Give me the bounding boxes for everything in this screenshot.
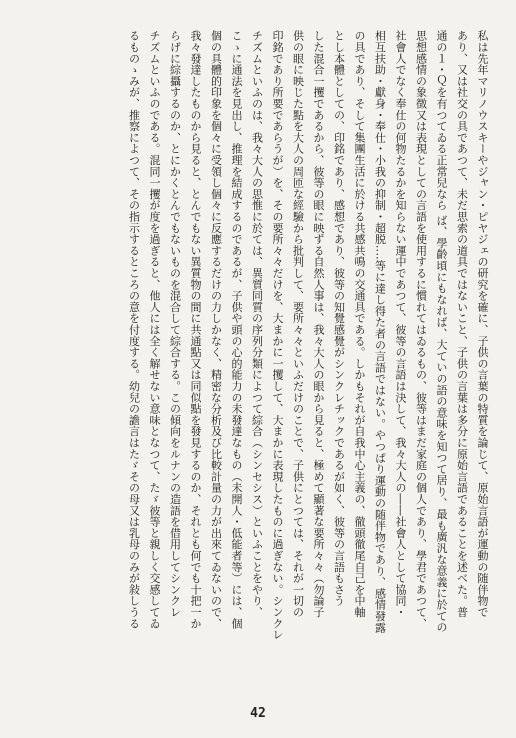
text-column: した混合一攫であるから、彼等の眼に映ずる自然人事は、我々大人の眼から見ると、極めて顯著な要所々々（勿論子 bbox=[312, 30, 325, 618]
text-column: あり、又は社交の具であつて、未だ思索の道具ではないこと、子供の言葉は多分に原始言語であることを述べた。普 bbox=[455, 30, 469, 618]
text-column: るものゝみが、推察によつて、その指示するところの意を付度する。幼兒の譫言はたゞその母又は乳母のみが敍しうる bbox=[127, 30, 141, 629]
page-number: 42 bbox=[250, 706, 266, 721]
text-column: 我々發達したものから見ると、とんでもない異質物の間に共通點又は同似點を發見するのか、それとも何でも十把一か bbox=[189, 30, 202, 629]
text-column: 思想感情の象徴又は表現としての言語を使用するに慣れてはゐるもの、彼等はまだ家庭の個人であり、學君であつて、 bbox=[414, 30, 428, 629]
text-column: 相互扶助・獻身・奉仕・小我の抑制・超脱‥‥等に達し得た者の言語ではない。やつぱり運動の随伴物であり、感情發露 bbox=[373, 30, 387, 633]
text-column: チズムといふのである。混同一攫が度を過ぎると、他人には全く解せない意味となつて、たゞ彼等と親しく交感してゐ bbox=[148, 30, 161, 629]
text-column: 個の具體的印象を個々に受領し個々に反應するだけの力しかなく、精密な分析及び比較計量の力が出來てゐないので、 bbox=[209, 30, 223, 629]
body-text bbox=[22, 30, 492, 680]
text-column: チズムといふのは、我々大人の思惟に於ては、異質同質の序列分類によつて綜合（シンセシス）といふことをやり、 bbox=[250, 30, 264, 618]
text-column: 供の眼に映じた點を大人の周匝な經驗から批判して、要所々々といふだけのことで、子供にとつては、それが一切の bbox=[291, 30, 305, 618]
text-column: 私は先年マリノウスキーやジャン・ピヤジェの研究を確に、子供の言葉の特質を論じて、原始言語が運動の随伴物で bbox=[476, 30, 489, 618]
text-column: 社會人でなく奉仕の何物たるかを知らない運中であつて、彼等の言語は決して、我々大人の――社會人として協同・ bbox=[394, 30, 407, 618]
text-column: 通の１・Ｑを有つてゐる正常兒なら ば、學齡頃にもなれば、大ていの語の意味を知つて居り、最も廣汎な意義に於ての bbox=[435, 30, 448, 633]
text-column: こゝに通法を見出し、推理を結成するのであるが、子供や頭の心的能力の未發達なもの（未開人・低能者等）には、個 bbox=[230, 30, 243, 629]
text-column: の具であり、そして集團生活に於ける共感共鳴の交通具である。しかもそれが自我中心主義の、徹頭徹尾自己を中軸 bbox=[353, 30, 366, 618]
text-column: らげに綜攝するのか、とにかくとんでもないものを混合して綜合する。この傾向をルナンの造語を借用してシンクレ bbox=[168, 30, 182, 618]
text-column: とし本體としての、印銘であり、感想であり、彼等の知覺感覺がシンクレチックであるが如く、彼等の言語もさう bbox=[332, 30, 346, 607]
text-column: 印銘であり所要であらうが）を、その要所々々だけを、大まかに一攫して、大まかに表現したものに過ぎない。シンクレ bbox=[271, 30, 284, 641]
